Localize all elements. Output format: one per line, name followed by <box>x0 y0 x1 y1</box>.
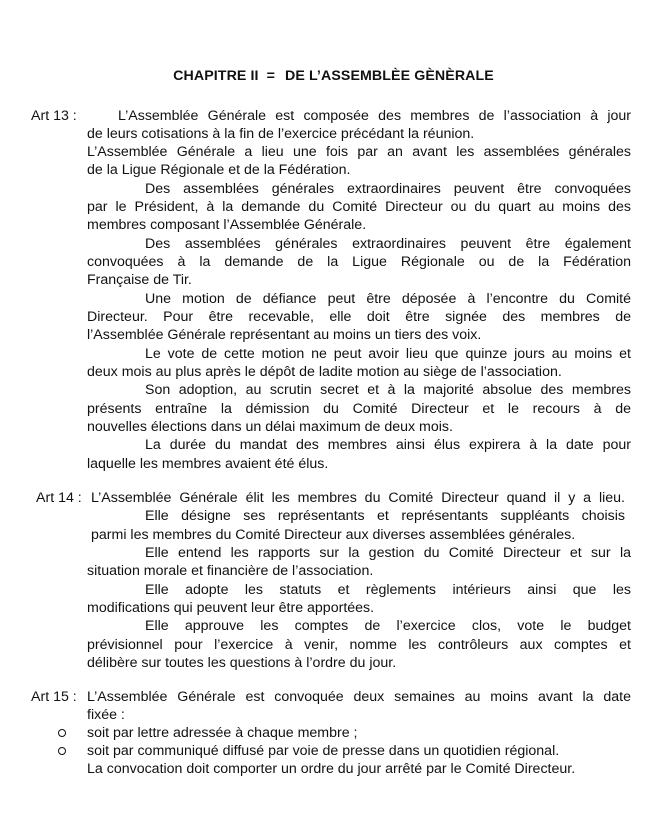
article-14-line-9: prévisionnel pour l’exercice à venir, nomme les contrôleurs aux comptes et <box>87 637 631 653</box>
article-13-line-13: l’Assemblée Générale représentant au moins un tiers des voix. <box>87 327 482 343</box>
article-13-line-6: par le Président, à la demande du Comité Directeur ou du quart au moins des <box>87 199 631 215</box>
article-13-line-15: deux mois au plus après le dépôt de ladite motion au siège de l’association. <box>87 364 562 380</box>
article-13-line-3: L’Assemblée Générale a lieu une fois par an avant les assemblées générales <box>87 144 631 160</box>
article-15-line-1: L’Assemblée Générale est convoquée deux semaines au moins avant la date <box>87 689 631 705</box>
article-13-line-8: Des assemblées générales extraordinaires peuvent être également <box>145 236 631 252</box>
article-14-line-10: délibère sur toutes les questions à l’ordre du jour. <box>87 655 397 671</box>
article-13-line-14: Le vote de cette motion ne peut avoir lieu que quinze jours au moins et <box>145 346 631 362</box>
article-14-line-2: Elle désigne ses représentants et représentants suppléants choisis <box>145 508 625 524</box>
article-13-line-16: Son adoption, au scrutin secret et à la majorité absolue des membres <box>145 382 631 398</box>
article-13-line-9: convoquées à la demande de la Ligue Régionale ou de la Fédération <box>87 254 631 270</box>
article-14-line-8: Elle approuve les comptes de l’exercice clos, vote le budget <box>145 618 631 634</box>
article-13-line-2: de leurs cotisations à la fin de l’exercice précédant la réunion. <box>87 126 475 142</box>
article-14-line-5: situation morale et financière de l’association. <box>87 563 374 579</box>
article-13-line-18: nouvelles élections dans un délai maximum de deux mois. <box>87 419 453 435</box>
article-14-line-1: L’Assemblée Générale élit les membres du Comité Directeur quand il y a lieu. <box>91 490 625 506</box>
article-13-line-7: membres composant l’Assemblée Générale. <box>87 217 367 233</box>
article-15-label: Art 15 : <box>31 689 77 705</box>
article-15-bullet-1: soit par lettre adressée à chaque membre ; <box>87 725 358 741</box>
circle-bullet-icon <box>58 729 66 737</box>
article-15-bullet-2: soit par communiqué diffusé par voie de presse dans un quotidien régional. <box>87 743 560 759</box>
article-13-label: Art 13 : <box>31 108 77 124</box>
article-15-line-2: fixée : <box>87 707 125 723</box>
article-13-line-19: La durée du mandat des membres ainsi élus expirera à la date pour <box>145 437 631 453</box>
chapter-label: CHAPITRE II <box>173 68 259 84</box>
article-14-line-7: modifications qui peuvent leur être apportées. <box>87 600 375 616</box>
article-13-line-5: Des assemblées générales extraordinaires peuvent être convoquées <box>145 181 631 197</box>
article-13-line-11: Une motion de défiance peut être déposée à l’encontre du Comité <box>145 291 631 307</box>
article-15-closing: La convocation doit comporter un ordre du jour arrêté par le Comité Directeur. <box>87 761 576 777</box>
article-14-line-3: parmi les membres du Comité Directeur aux diverses assemblées générales. <box>91 527 576 543</box>
article-13-line-10: Française de Tir. <box>87 272 192 288</box>
article-13-line-20: laquelle les membres avaient été élus. <box>87 456 329 472</box>
article-13-line-1: L’Assemblée Générale est composée des membres de l’association à jour <box>118 108 631 124</box>
chapter-title: DE L’ASSEMBLÈE GÈNÈRALE <box>285 68 494 84</box>
chapter-separator: = <box>266 68 275 84</box>
circle-bullet-icon <box>58 747 66 755</box>
article-14-line-4: Elle entend les rapports sur la gestion du Comité Directeur et sur la <box>145 545 631 561</box>
chapter-heading <box>0 67 667 85</box>
article-14-label: Art 14 : <box>36 490 82 506</box>
article-13-line-17: présents entraîne la démission du Comité Directeur et le recours à de <box>87 401 631 417</box>
article-13-line-12: Directeur. Pour être recevable, elle doit être signée des membres de <box>87 309 631 325</box>
article-13-line-4: de la Ligue Régionale et de la Fédération. <box>87 162 351 178</box>
article-14-line-6: Elle adopte les statuts et règlements intérieurs ainsi que les <box>145 582 631 598</box>
